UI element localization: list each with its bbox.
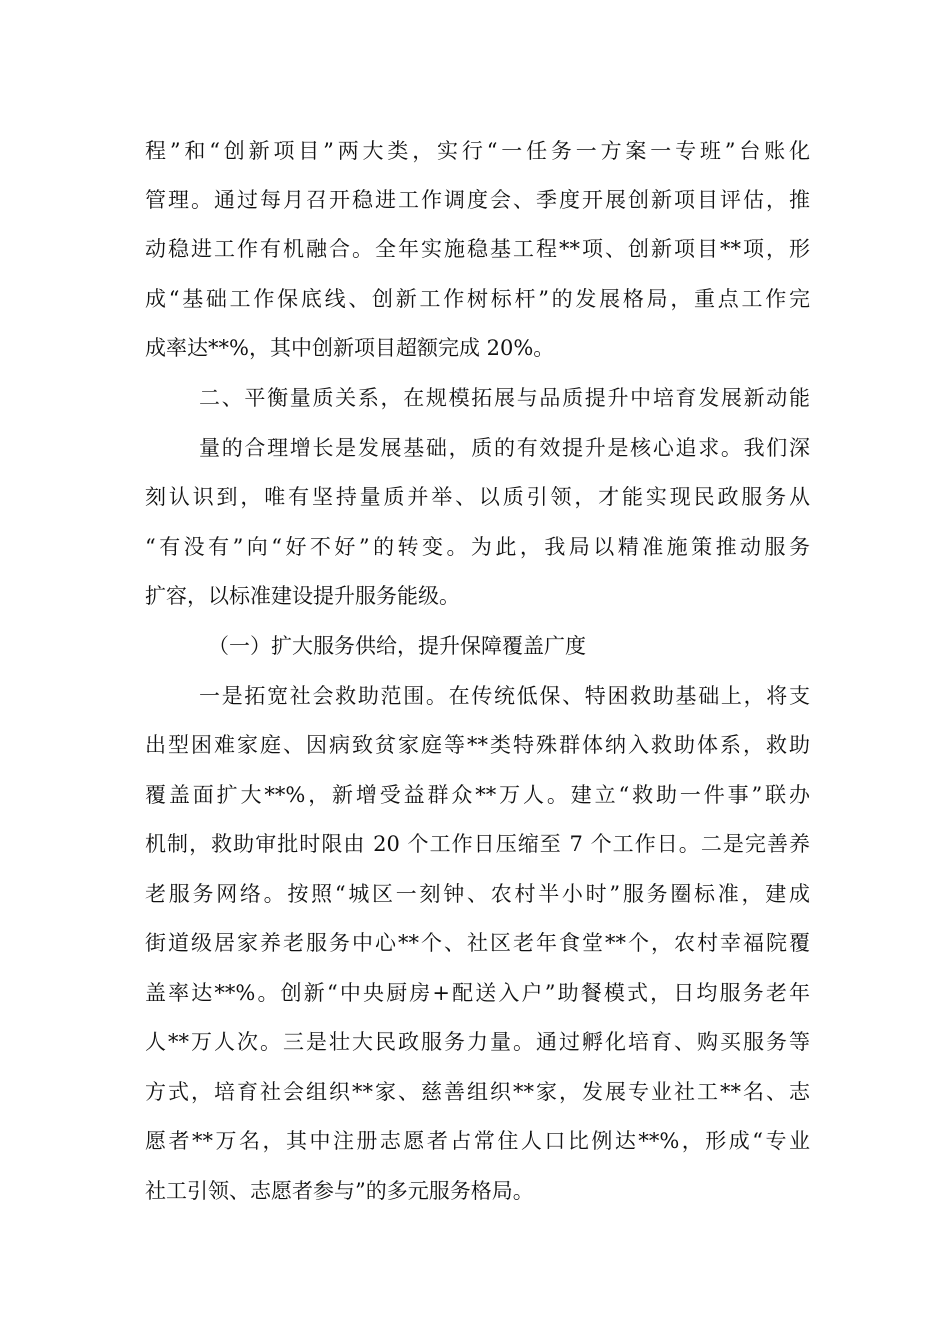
- paragraph-line: 成“基础工作保底线、创新工作树标杆”的发展格局，重点工作完: [145, 287, 810, 311]
- paragraph-line: 街道级居家养老服务中心**个、社区老年食堂**个，农村幸福院覆: [145, 931, 810, 955]
- paragraph-line: 刻认识到，唯有坚持量质并举、以质引领，才能实现民政服务从: [145, 485, 810, 509]
- paragraph-line: 管理。通过每月召开稳进工作调度会、季度开展创新项目评估，推: [145, 188, 810, 212]
- paragraph-line: 出型困难家庭、因病致贫家庭等**类特殊群体纳入救助体系，救助: [145, 733, 810, 757]
- paragraph-line: 量的合理增长是发展基础，质的有效提升是核心追求。我们深: [199, 436, 810, 460]
- paragraph-line: 人**万人次。三是壮大民政服务力量。通过孵化培育、购买服务等: [145, 1030, 810, 1054]
- paragraph-line: 一是拓宽社会救助范围。在传统低保、特困救助基础上，将支: [199, 684, 810, 708]
- paragraph-line: 社工引领、志愿者参与”的多元服务格局。: [145, 1179, 534, 1203]
- paragraph-line: 扩容，以标准建设提升服务能级。: [145, 584, 460, 608]
- paragraph-line: “有没有”向“好不好”的转变。为此，我局以精准施策推动服务: [145, 535, 810, 559]
- paragraph-line: 动稳进工作有机融合。全年实施稳基工程**项、创新项目**项，形: [145, 237, 810, 261]
- subsection-heading: （一）扩大服务供给，提升保障覆盖广度: [208, 634, 586, 658]
- paragraph-line: 成率达**%，其中创新项目超额完成 20%。: [145, 336, 555, 360]
- paragraph-line: 盖率达**%。创新“中央厨房+配送入户”助餐模式，日均服务老年: [145, 981, 810, 1005]
- paragraph-line: 覆盖面扩大**%，新增受益群众**万人。建立“救助一件事”联办: [145, 783, 810, 807]
- paragraph-line: 方式，培育社会组织**家、慈善组织**家，发展专业社工**名、志: [145, 1080, 810, 1104]
- paragraph-line: 程”和“创新项目”两大类，实行“一任务一方案一专班”台账化: [145, 139, 810, 163]
- paragraph-line: 愿者**万名，其中注册志愿者占常住人口比例达**%，形成“专业: [145, 1129, 810, 1153]
- section-heading: 二、平衡量质关系，在规模拓展与品质提升中培育发展新动能: [199, 386, 810, 410]
- paragraph-line: 机制，救助审批时限由 20 个工作日压缩至 7 个工作日。二是完善养: [145, 832, 810, 856]
- paragraph-line: 老服务网络。按照“城区一刻钟、农村半小时”服务圈标准，建成: [145, 882, 810, 906]
